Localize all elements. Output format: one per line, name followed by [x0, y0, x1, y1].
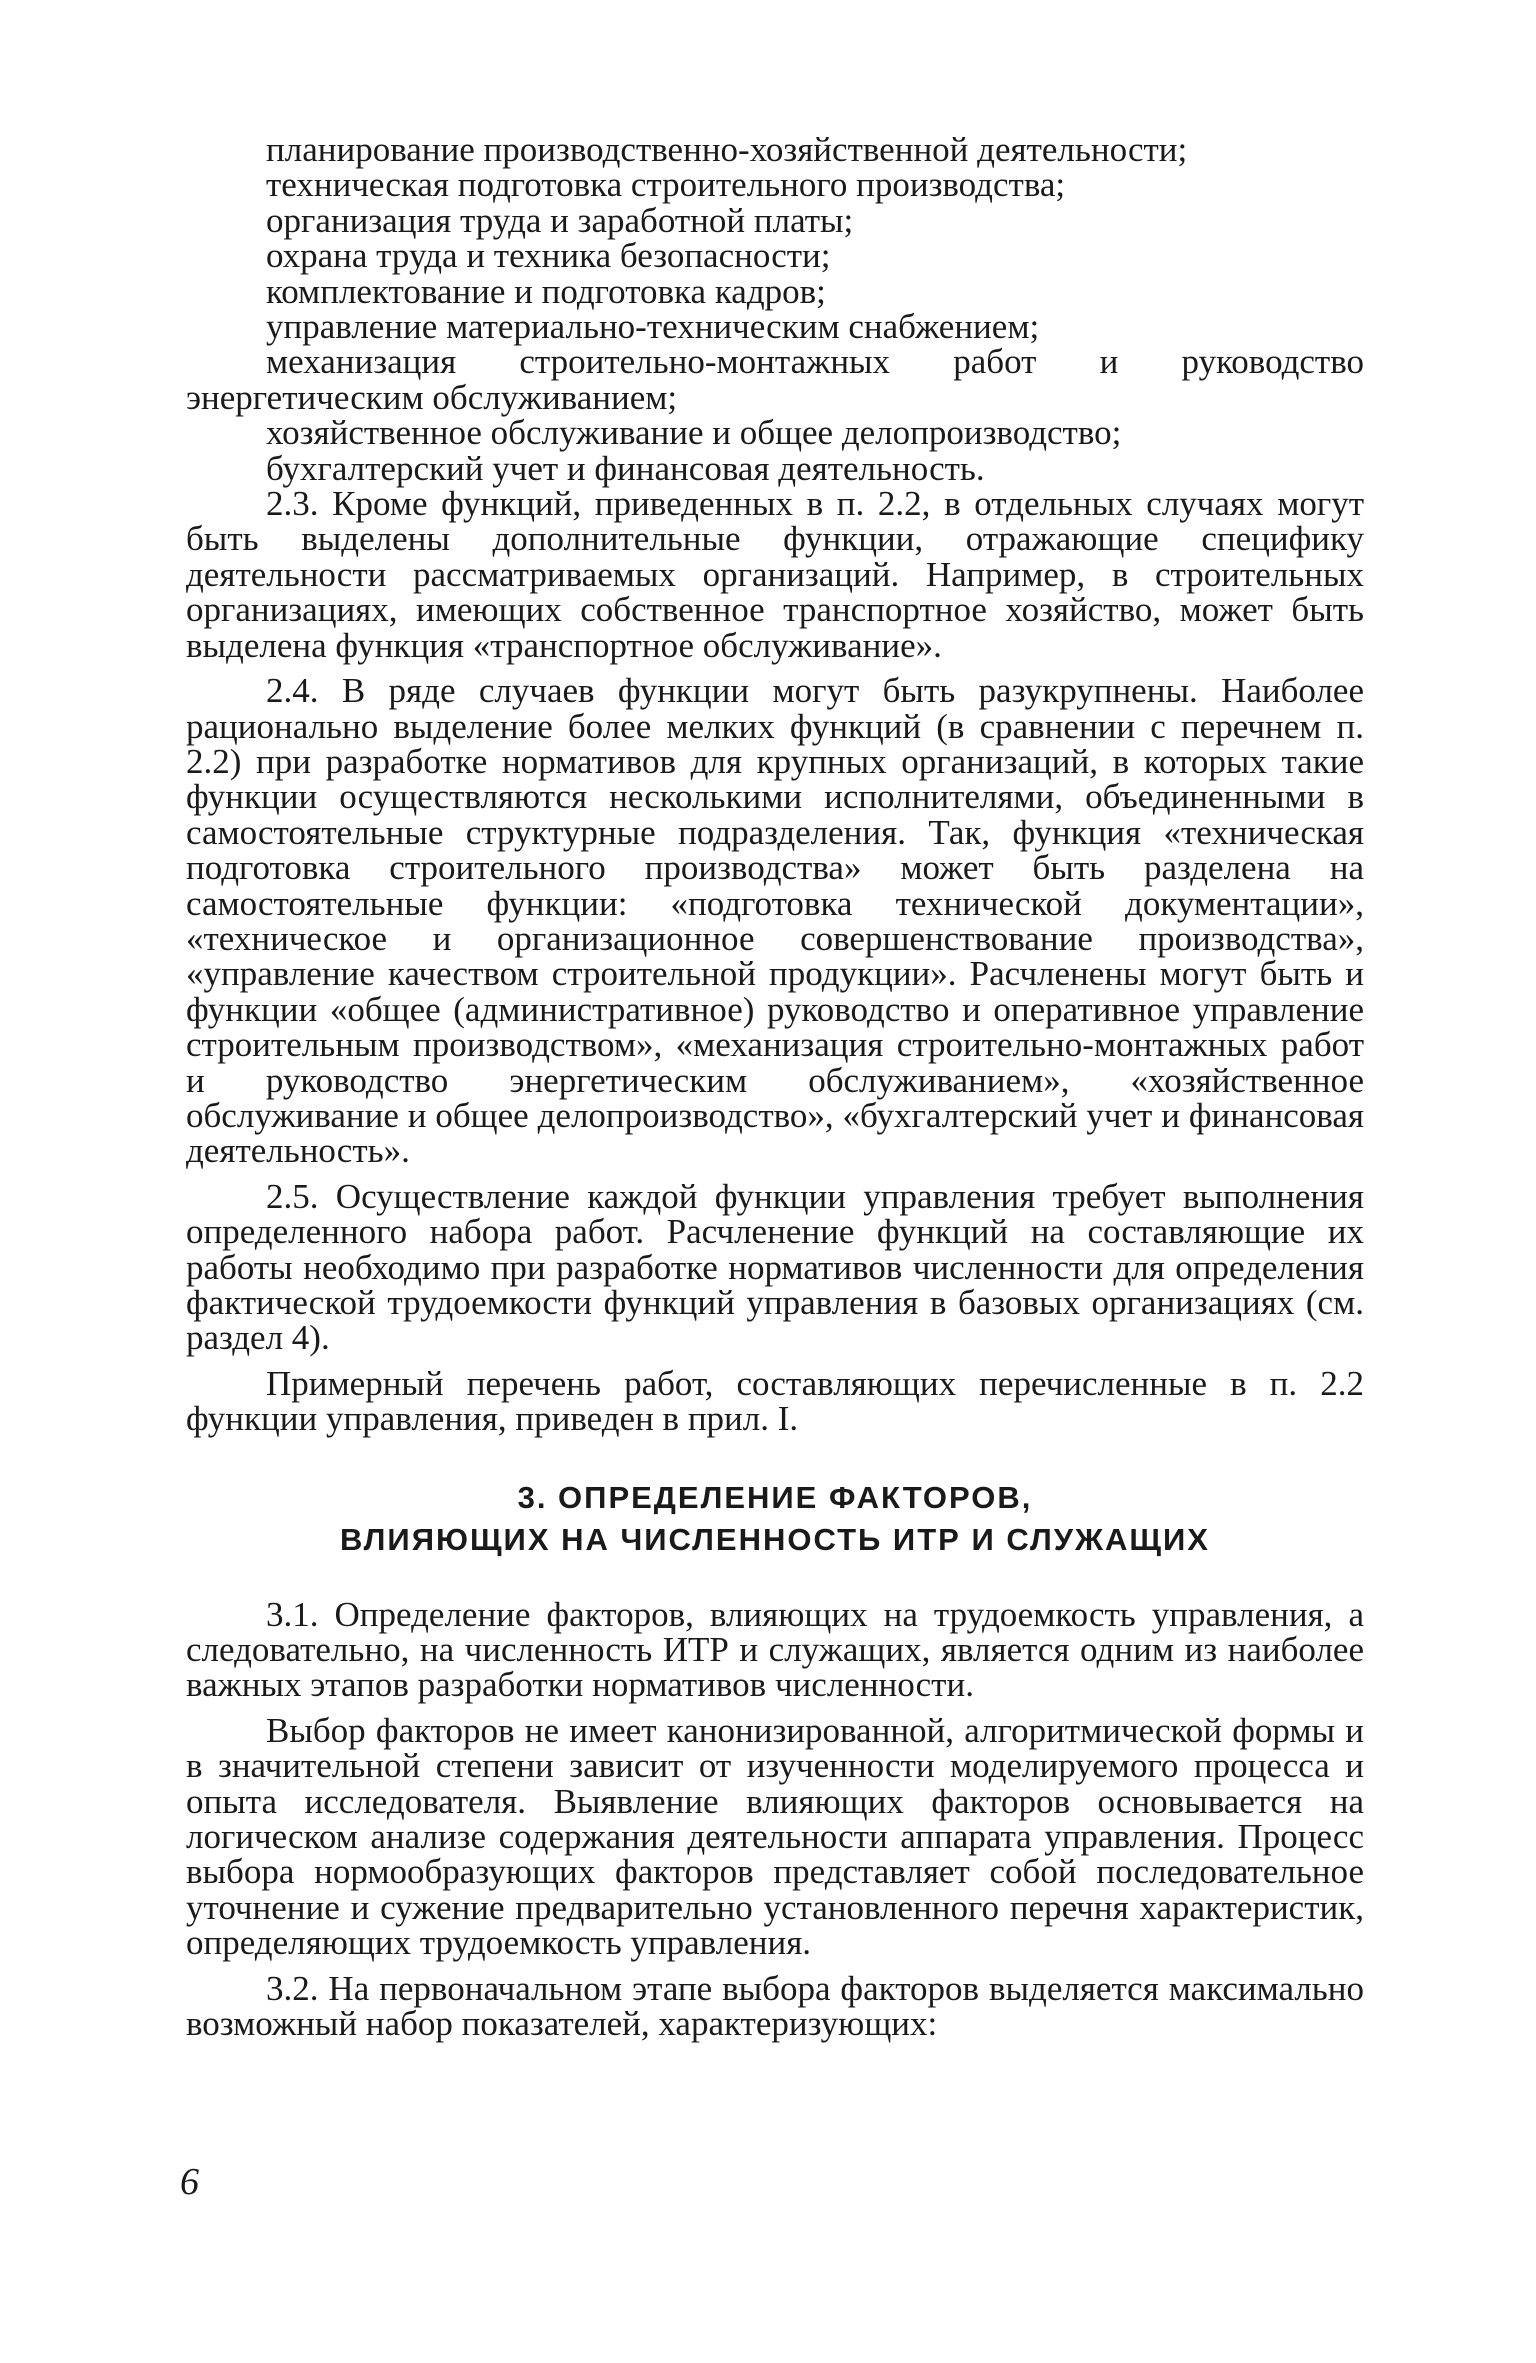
- list-item: бухгалтерский учет и финансовая деятельность.: [266, 448, 985, 488]
- section-3-heading-line-2: ВЛИЯЮЩИХ НА ЧИСЛЕННОСТЬ ИТР И СЛУЖАЩИХ: [340, 1521, 1210, 1557]
- section-3-heading: [186, 1477, 1364, 1561]
- section-3-heading-line-1: 3. ОПРЕДЕЛЕНИЕ ФАКТОРОВ,: [517, 1479, 1033, 1515]
- list-item: охрана труда и техника безопасности;: [266, 236, 831, 276]
- list-item: механизация строительно-монтажных работ и руководство энергетическим обслуживанием;: [186, 342, 1364, 417]
- paragraph-3-2: 3.2. На первоначальном этапе выбора факторов выделяется максимально возможный набор показателей, характеризующих:: [186, 1968, 1364, 2044]
- page-number: 6: [180, 2161, 199, 2203]
- paragraph-factor-selection: Выбор факторов не имеет канонизированной, алгоритмической формы и в значительной степени зависит от изученности моделируемого процесса и опыта исследователя. Выявление влияющих факторов основывается на логическом анализе содержания деятельности аппарата управления. Процесс выбора нормообразующих факторов представляет собой последовательное уточнение и сужение предварительно установленного перечня характеристик, определяющих трудоемкость управления.: [186, 1710, 1364, 1963]
- list-item: техническая подготовка строительного производства;: [266, 165, 1066, 205]
- paragraph-2-3: 2.3. Кроме функций, приведенных в п. 2.2, в отдельных случаях могут быть выделены дополнительные функции, отражающие специфику деятельности рассматриваемых организаций. Например, в строительных организациях, имеющих собственное транспортное хозяйство, может быть выделена функция «транспортное обслуживание».: [186, 484, 1364, 665]
- list-item: управление материально-техническим снабжением;: [266, 307, 1040, 347]
- paragraph-3-1: 3.1. Определение факторов, влияющих на трудоемкость управления, а следовательно, на численность ИТР и служащих, является одним из наиболее важных этапов разработки нормативов численности.: [186, 1594, 1364, 1705]
- list-item: планирование производственно-хозяйственной деятельности;: [266, 130, 1188, 169]
- paragraph-2-5: 2.5. Осуществление каждой функции управления требует выполнения определенного набора работ. Расчленение функций на составляющие их работы необходимо при разработке нормативов численности для определения фактической трудоемкости функций управления в базовых организациях (см. раздел 4).: [186, 1176, 1364, 1358]
- page-text: [186, 132, 1364, 2042]
- paragraph-appendix-ref: Примерный перечень работ, составляющих перечисленные в п. 2.2 функции управления, приведен в прил. I.: [186, 1363, 1364, 1439]
- functions-list: [186, 132, 1364, 486]
- paragraph-2-4: 2.4. В ряде случаев функции могут быть разукрупнены. Наиболее рационально выделение более мелких функций (в сравнении с перечнем п. 2.2) при разработке нормативов для крупных организаций, в которых такие функции осуществляются несколькими исполнителями, объединенными в самостоятельные структурные подразделения. Так, функция «техническая подготовка строительного производства» может быть разделена на самостоятельные функции: «подготовка технической документации», «техническое и организационное совершенствование производства», «управление качеством строительной продукции». Расчленены могут быть и функции «общее (административное) руководство и оперативное управление строительным производством», «механизация строительно-монтажных работ и руководство энергетическим обслуживанием», «хозяйственное обслуживание и общее делопроизводство», «бухгалтерский учет и финансовая деятельность».: [186, 671, 1364, 1171]
- list-item: комплектование и подготовка кадров;: [266, 271, 826, 311]
- list-item: хозяйственное обслуживание и общее делопроизводство;: [266, 413, 1122, 453]
- list-item: организация труда и заработной платы;: [266, 200, 854, 240]
